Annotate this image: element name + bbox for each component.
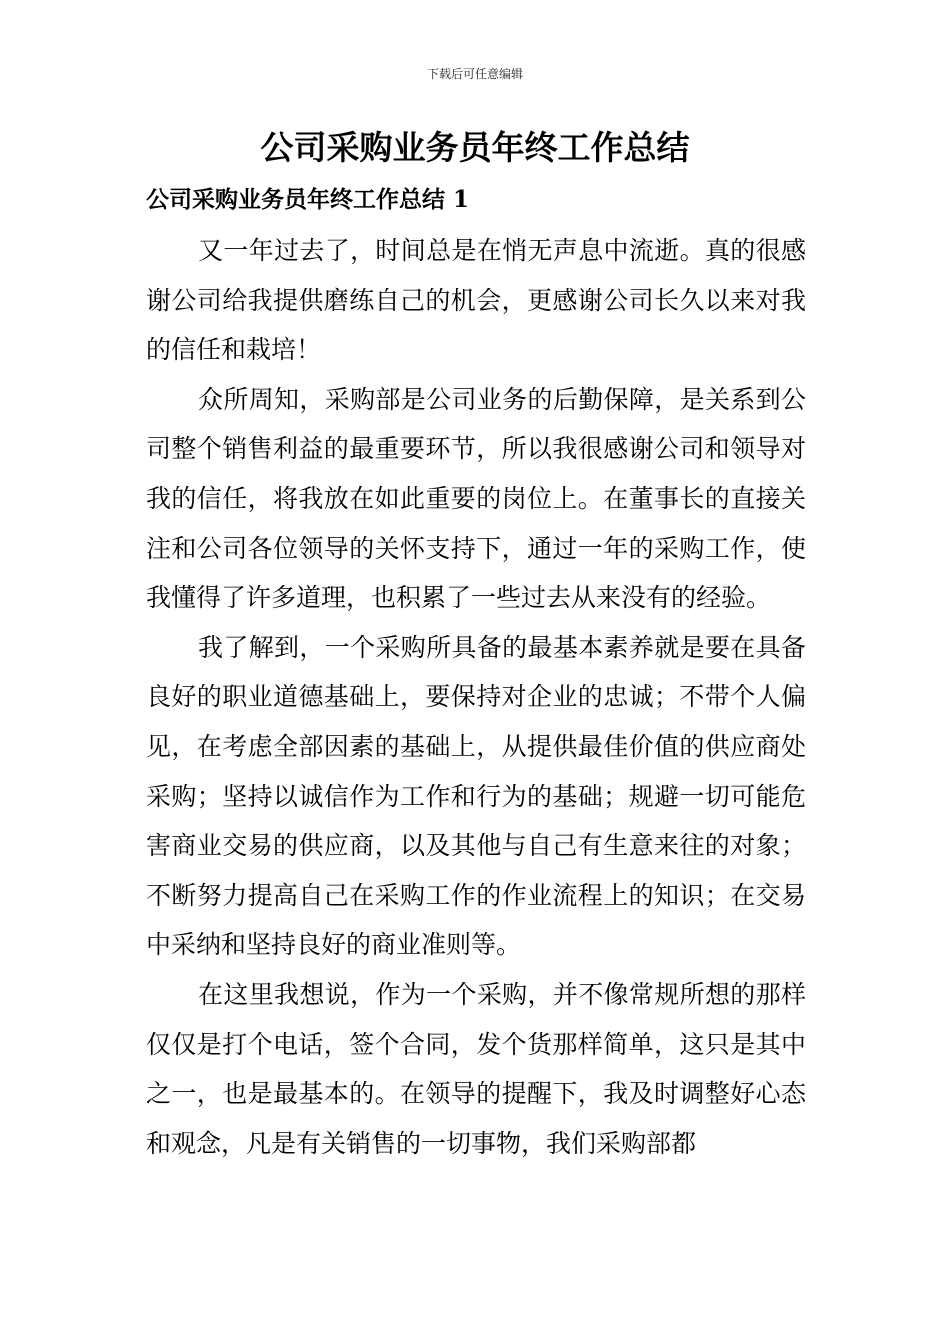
document-body: [146, 226, 806, 1168]
document-title: 公司采购业务员年终工作总结: [260, 128, 690, 167]
paragraph-2: 众所周知，采购部是公司业务的后勤保障，是关系到公司整个销售利益的最重要环节，所以我很感谢公司和领导对我的信任，将我放在如此重要的岗位上。在董事长的直接关注和公司各位领导的关怀支持下，通过一年的采购工作，使我懂得了许多道理，也积累了一些过去从来没有的经验。: [146, 384, 806, 613]
header-note: 下载后可任意编辑: [426, 67, 523, 81]
paragraph-1: 又一年过去了，时间总是在悄无声息中流逝。真的很感谢公司给我提供磨练自己的机会，更感谢公司长久以来对我的信任和栽培！: [146, 236, 806, 365]
paragraph-3: 我了解到，一个采购所具备的最基本素养就是要在具备良好的职业道德基础上，要保持对企业的忠诚；不带个人偏见，在考虑全部因素的基础上，从提供最佳价值的供应商处采购；坚持以诚信作为工作和行为的基础；规避一切可能危害商业交易的供应商，以及其他与自己有生意来往的对象；不断努力提高自己在采购工作的作业流程上的知识；在交易中采纳和坚持良好的商业准则等。: [146, 632, 806, 960]
section-heading: 公司采购业务员年终工作总结 1: [146, 186, 470, 213]
paragraph-4: 在这里我想说，作为一个采购，并不像常规所想的那样仅仅是打个电话，签个合同，发个货那样简单，这只是其中之一，也是最基本的。在领导的提醒下，我及时调整好心态和观念，凡是有关销售的一切事物，我们采购部都: [146, 979, 806, 1158]
